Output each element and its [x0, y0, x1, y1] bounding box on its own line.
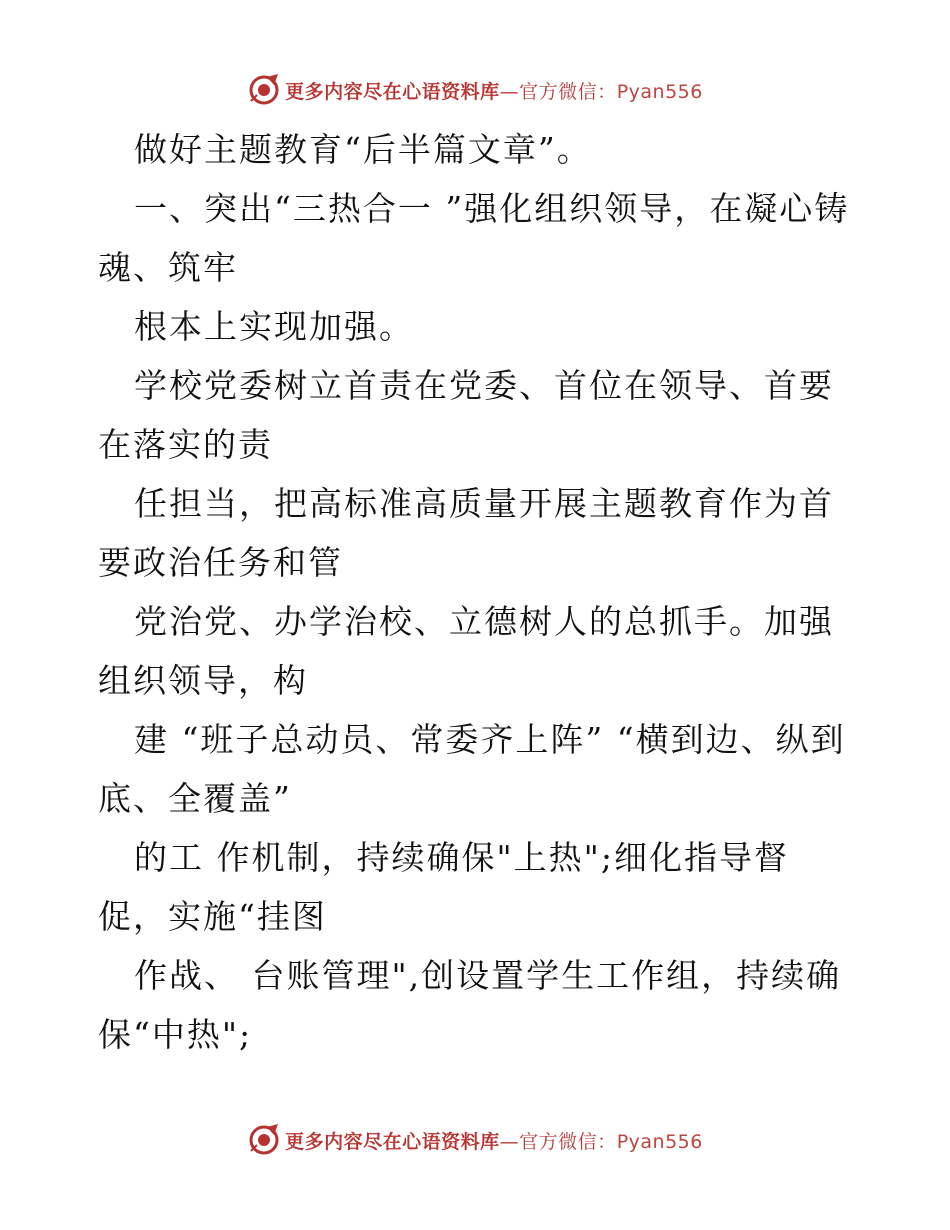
document-body — [98, 120, 858, 1064]
paragraph: 作战、 台账管理",创设置学生工作组，持续确保“中热"; — [98, 956, 842, 1054]
header-banner — [0, 70, 950, 110]
header-wechat-label: 官方微信： — [519, 80, 617, 103]
header-wechat-id: Pyan556 — [616, 80, 703, 103]
footer-banner-text — [285, 1127, 703, 1154]
footer-wechat-label: 官方微信： — [519, 1130, 617, 1153]
footer-brand-text: 更多内容尽在心语资料库 — [285, 1130, 500, 1153]
pen-circle-logo-icon — [247, 1123, 281, 1157]
paragraph: 任担当，把高标准高质量开展主题教育作为首要政治任务和管 — [98, 484, 834, 582]
paragraph: 建 “班子总动员、常委齐上阵” “横到边、纵到底、全覆盖” — [98, 720, 846, 818]
paragraph: 做好主题教育“后半篇文章”。 — [134, 130, 592, 169]
paragraph: 根本上实现加强。 — [134, 307, 414, 346]
paragraph: 学校党委树立首责在党委、首位在领导、首要在落实的责 — [98, 366, 834, 464]
paragraph: 一、突出“三热合一 ”强化组织领导，在凝心铸魂、筑牢 — [98, 189, 850, 287]
header-brand-text: 更多内容尽在心语资料库 — [285, 80, 500, 103]
footer-wechat-id: Pyan556 — [616, 1130, 703, 1153]
paragraph: 党治党、办学治校、立德树人的总抓手。加强组织领导，构 — [98, 602, 834, 700]
paragraph: 的工 作机制，持续确保"上热";细化指导督促，实施“挂图 — [98, 838, 789, 936]
footer-banner — [0, 1120, 950, 1160]
footer-separator: — — [499, 1130, 520, 1153]
header-separator: — — [499, 80, 520, 103]
header-banner-text — [285, 77, 703, 104]
pen-circle-logo-icon — [247, 73, 281, 107]
